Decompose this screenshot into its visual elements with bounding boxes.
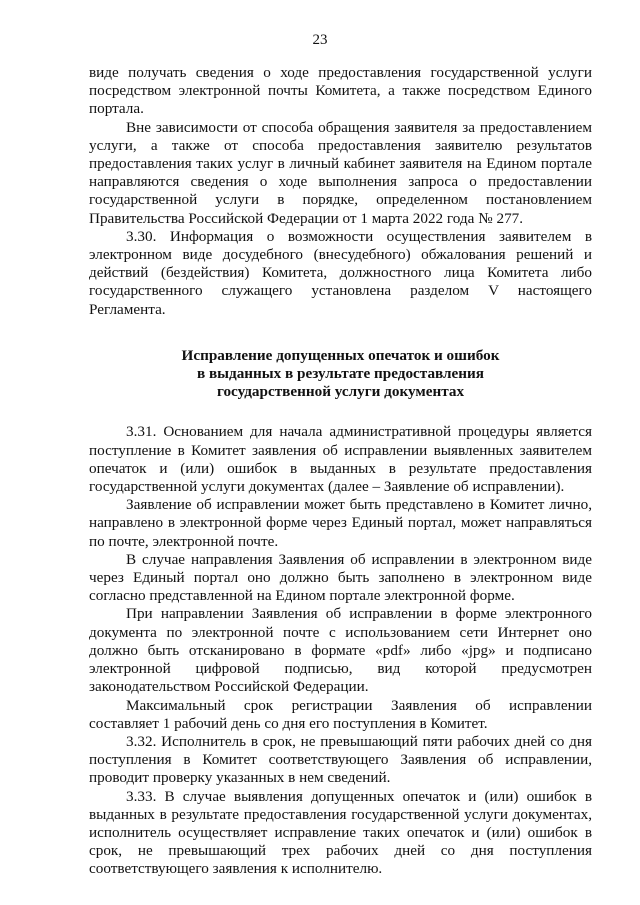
paragraph-submission-methods: Заявление об исправлении может быть представлено в Комитет лично, направлено в электронной форме через Единый портал, может направляться по почте, электронной почте. <box>89 496 592 550</box>
paragraph-notification-info: Вне зависимости от способа обращения заявителя за предоставлением услуги, а также от способа предоставления заявителю результатов предоставления таких услуг в личный кабинет заявителя на Едином портале направляются сведения о ходе выполнения запроса о предоставлении государственной услуги в порядке, определенном постановлением Правительства Российской Федерации от 1 марта 2022 года № 277. <box>89 118 592 227</box>
section-heading-line-2: в выданных в результате предоставления <box>196 365 485 383</box>
paragraph-portal-submission: В случае направления Заявления об исправлении в электронном виде через Единый портал оно должно быть заполнено в электронном виде согласно представленной на Едином портале электронной форме. <box>89 550 592 605</box>
document-body <box>89 64 592 879</box>
paragraph-3-30: 3.30. Информация о возможности осуществления заявителем в электронном виде досудебного (внесудебного) обжалования решений и действий (бездействия) Комитета, должностного лица Комитета либо государственного служащего установлена разделом V настоящего Регламента. <box>89 227 592 318</box>
section-heading-line-3: государственной услуги документах <box>216 383 465 401</box>
paragraph-3-32: 3.32. Исполнитель в срок, не превышающий пяти рабочих дней со дня поступления в Комитет соответствующего Заявления об исправлении, проводит проверку указанных в нем сведений. <box>89 732 592 787</box>
section-heading <box>89 347 592 402</box>
paragraph-3-31: 3.31. Основанием для начала административной процедуры является поступление в Комитет заявления об исправлении выявленных заявителем опечаток и (или) ошибок в выданных в результате предоставления государственной услуги документах (далее – Заявление об исправлении). <box>89 423 592 496</box>
paragraph-continuation: виде получать сведения о ходе предоставления государственной услуги посредством электронной почты Комитета, а также посредством Единого портала. <box>89 64 592 118</box>
page-number: 23 <box>312 32 328 48</box>
section-heading-line-1: Исправление допущенных опечаток и ошибок <box>181 346 500 364</box>
paragraph-registration-term: Максимальный срок регистрации Заявления об исправлении составляет 1 рабочий день со дня его поступления в Комитет. <box>89 696 592 732</box>
paragraph-email-submission: При направлении Заявления об исправлении в форме электронного документа по электронной почте с использованием сети Интернет оно должно быть отсканировано в формате «pdf» либо «jpg» и подписано электронной цифровой подписью, вид которой предусмотрен законодательством Российской Федерации. <box>89 605 592 696</box>
paragraph-3-33: 3.33. В случае выявления допущенных опечаток и (или) ошибок в выданных в результате предоставления государственной услуги документах, исполнитель осуществляет исправление таких опечаток и (или) ошибок в срок, не превышающий трех рабочих дней со дня поступления соответствующего заявления к исполнителю. <box>89 787 592 878</box>
